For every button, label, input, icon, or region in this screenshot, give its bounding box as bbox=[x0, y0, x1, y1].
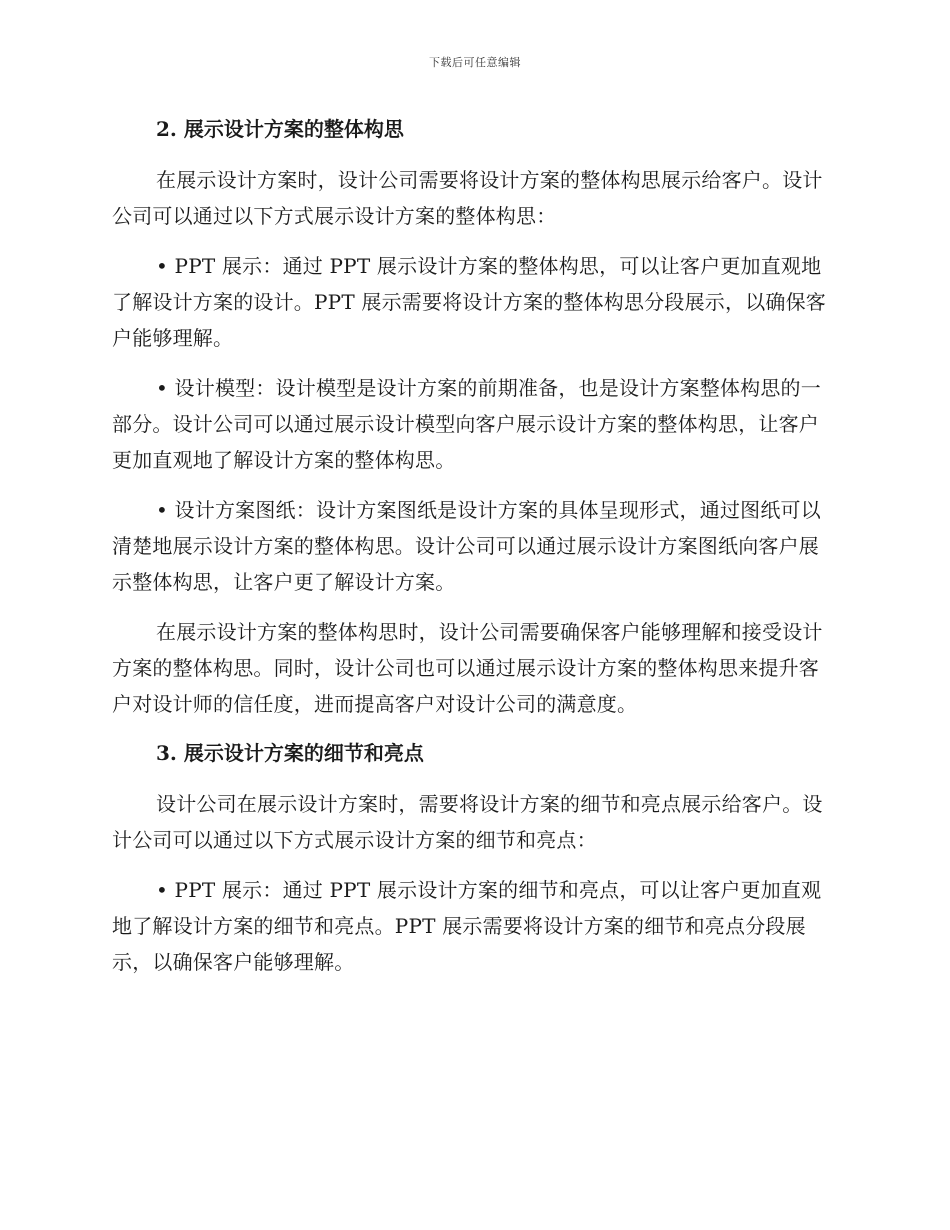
bullet-paragraph: • 设计模型：设计模型是设计方案的前期准备，也是设计方案整体构思的一部分。设计公司可以通过展示设计模型向客户展示设计方案的整体构思，让客户更加直观地了解设计方案的整体构思。 bbox=[112, 376, 821, 472]
section-heading: 2. 展示设计方案的整体构思 bbox=[156, 117, 404, 141]
paragraph: 在展示设计方案时，设计公司需要将设计方案的整体构思展示给客户。设计公司可以通过以下方式展示设计方案的整体构思： bbox=[112, 168, 823, 228]
bullet-paragraph: • PPT 展示：通过 PPT 展示设计方案的细节和亮点，可以让客户更加直观地了解设计方案的细节和亮点。PPT 展示需要将设计方案的细节和亮点分段展示，以确保客户能够理解。 bbox=[112, 878, 822, 974]
section-2 bbox=[112, 112, 832, 722]
document-body bbox=[112, 112, 832, 980]
bullet-paragraph: • 设计方案图纸：设计方案图纸是设计方案的具体呈现形式，通过图纸可以清楚地展示设计方案的整体构思。设计公司可以通过展示设计方案图纸向客户展示整体构思，让客户更了解设计方案。 bbox=[112, 498, 821, 594]
paragraph: 设计公司在展示设计方案时，需要将设计方案的细节和亮点展示给客户。设计公司可以通过以下方式展示设计方案的细节和亮点： bbox=[112, 792, 823, 852]
section-heading: 3. 展示设计方案的细节和亮点 bbox=[156, 741, 424, 765]
page-header: 下载后可任意编辑 bbox=[429, 56, 521, 69]
bullet-paragraph: • PPT 展示：通过 PPT 展示设计方案的整体构思，可以让客户更加直观地了解设计方案的设计。PPT 展示需要将设计方案的整体构思分段展示，以确保客户能够理解。 bbox=[112, 254, 827, 350]
paragraph: 在展示设计方案的整体构思时，设计公司需要确保客户能够理解和接受设计方案的整体构思。同时，设计公司也可以通过展示设计方案的整体构思来提升客户对设计师的信任度，进而提高客户对设计公司的满意度。 bbox=[112, 620, 823, 716]
section-3 bbox=[112, 736, 832, 980]
